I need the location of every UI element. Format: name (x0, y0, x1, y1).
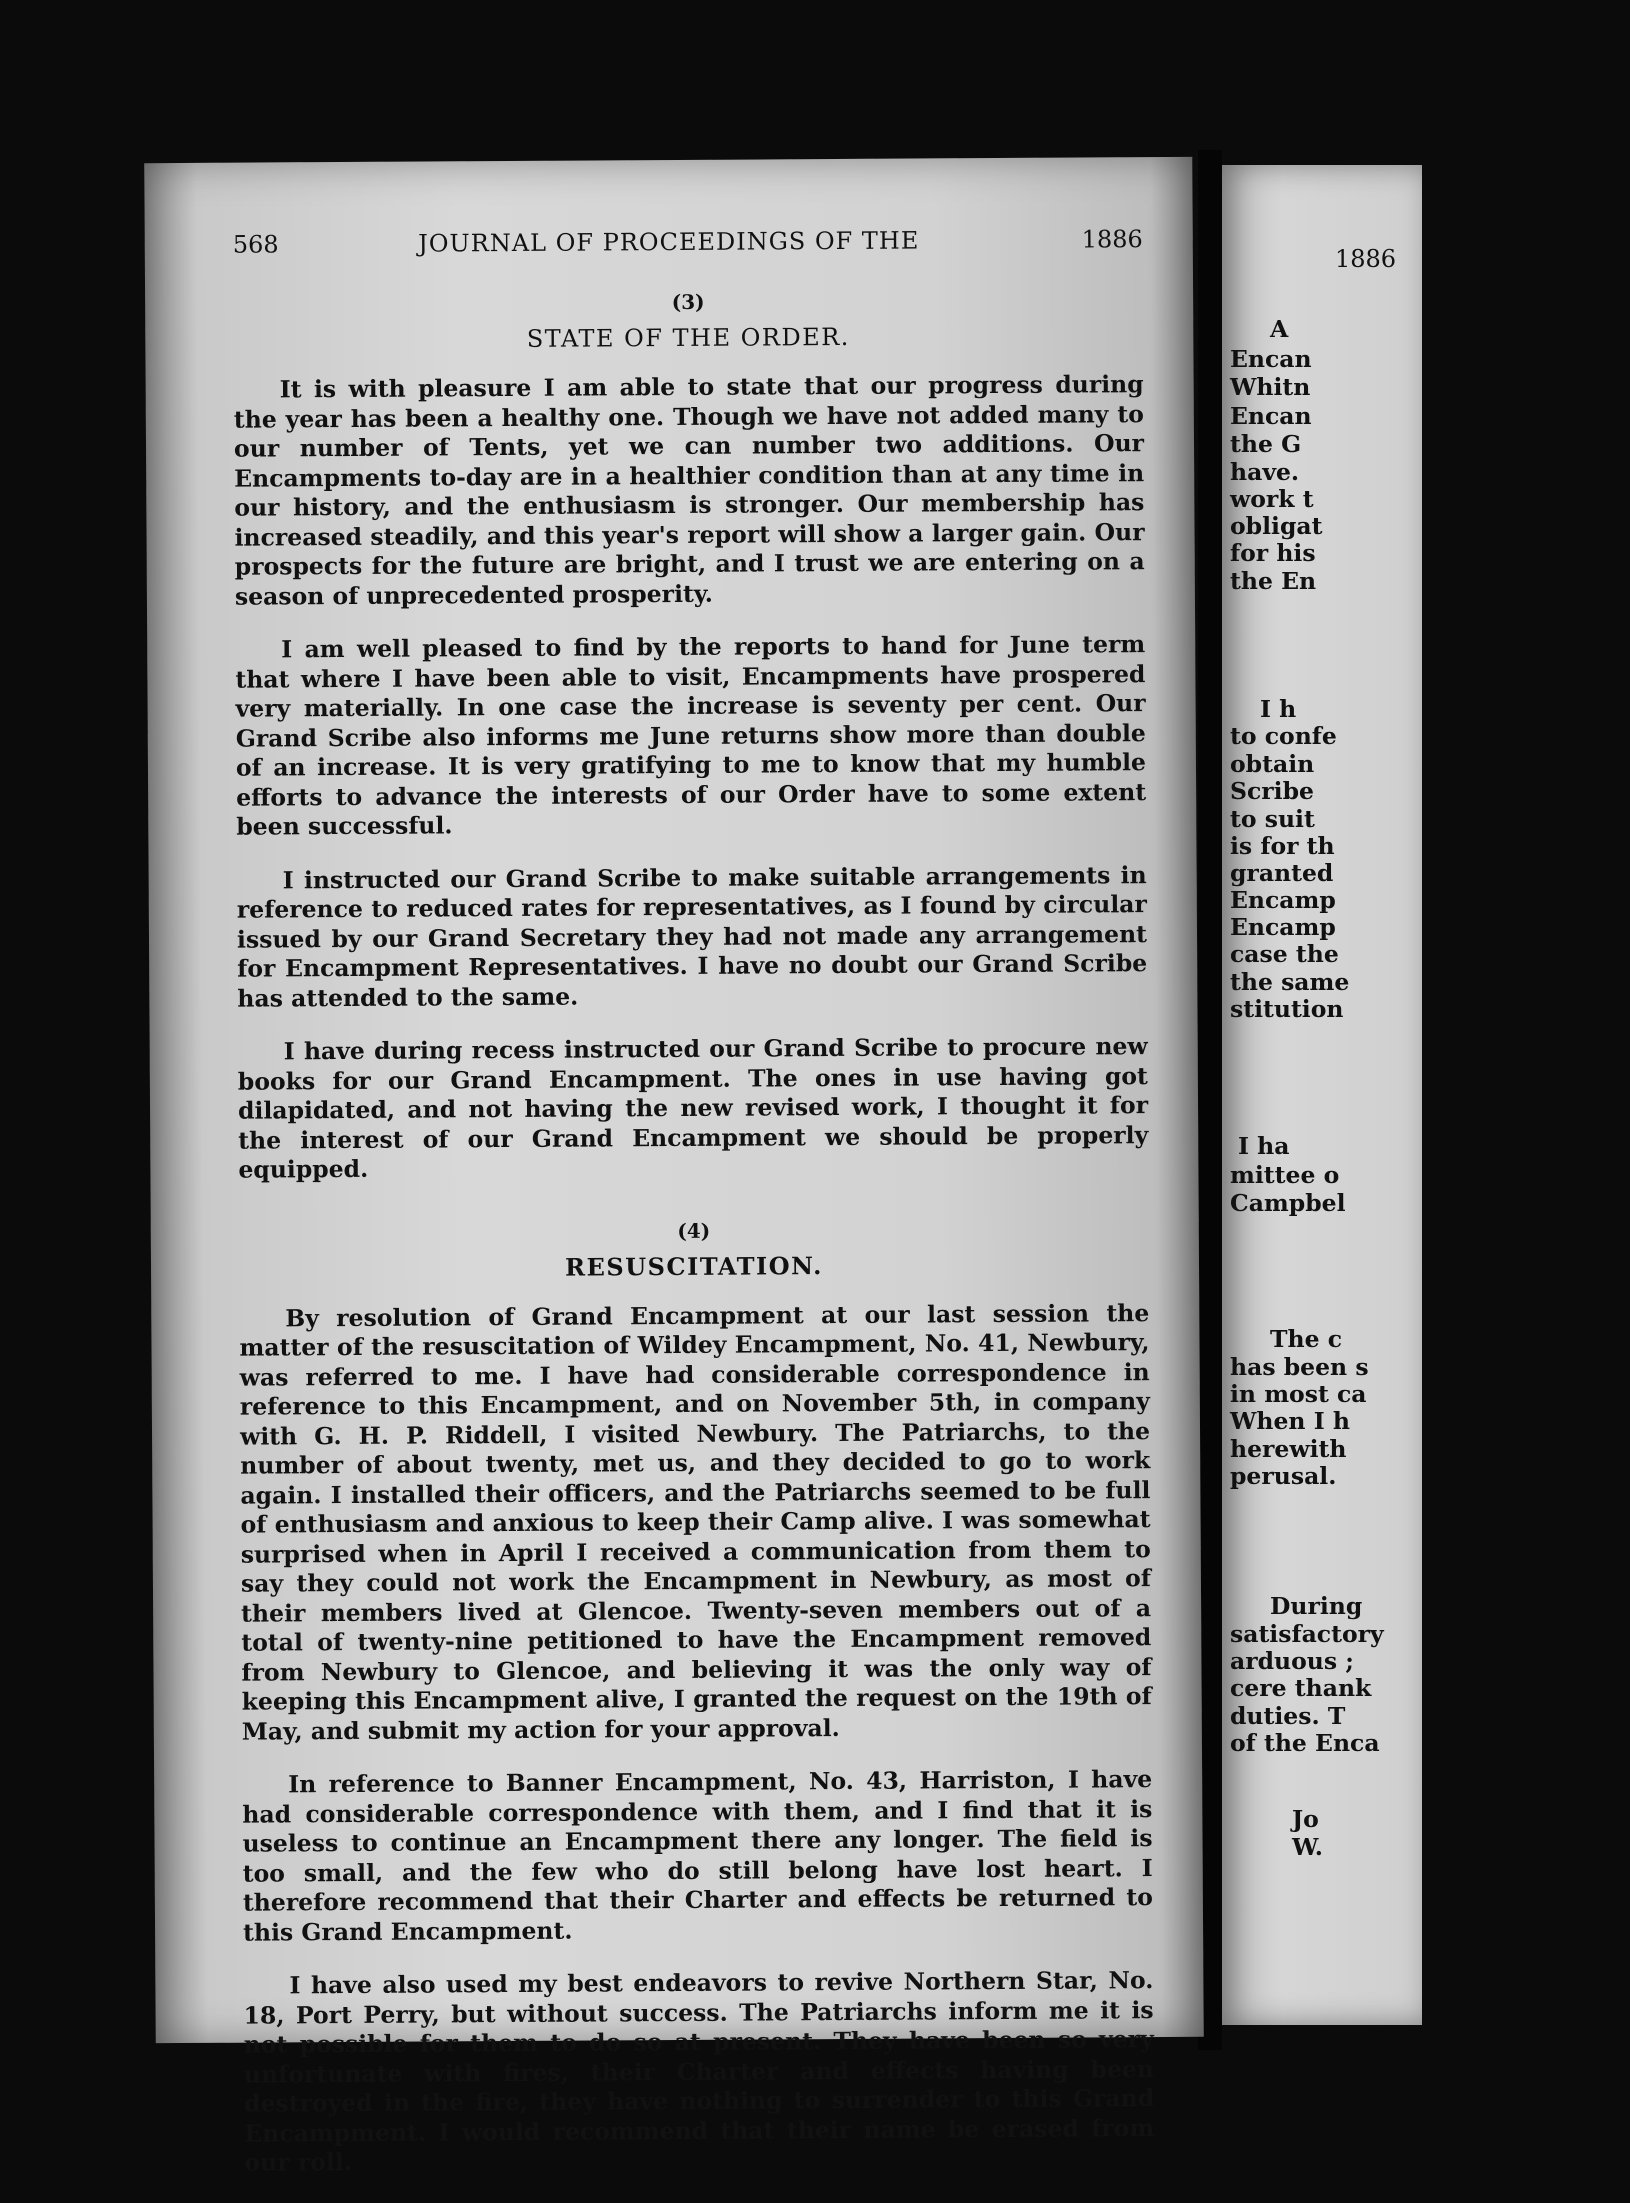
facing-page-line: obligat (1230, 512, 1323, 540)
section-state-of-the-order (233, 285, 1148, 1185)
facing-page-line: obtain (1230, 750, 1315, 778)
facing-page-line: of the Enca (1230, 1729, 1380, 1757)
paragraph: I have during recess instructed our Grand Scribe to procure new books for our Grand Encampment. The ones in use having got dilapidated, and not having the new revised work, I thought it for the interest of our Grand Encampment we should be properly equipped. (237, 1032, 1149, 1184)
facing-page-line: the same (1230, 968, 1350, 996)
facing-page-year: 1886 (1335, 245, 1397, 273)
facing-page-line: Encamp (1230, 886, 1336, 914)
facing-page-line: cere thank (1230, 1674, 1372, 1702)
facing-page-line: in most ca (1230, 1380, 1367, 1408)
facing-page-line: granted (1230, 859, 1334, 887)
facing-page-line: Encan (1230, 402, 1312, 430)
facing-page-line: The c (1270, 1325, 1343, 1353)
header-year: 1886 (1081, 225, 1143, 254)
facing-page-line: During (1270, 1592, 1363, 1620)
facing-page-line: stitution (1230, 995, 1344, 1023)
facing-page-line: the G (1230, 430, 1302, 458)
facing-page-line: Encan (1230, 345, 1312, 373)
document-page (144, 157, 1203, 2177)
facing-page-line: perusal. (1230, 1462, 1337, 1490)
facing-page-line: arduous ; (1230, 1647, 1354, 1675)
page-header (145, 225, 1193, 271)
facing-page-fragment (1222, 165, 1422, 2025)
facing-page-line: Whitn (1230, 373, 1311, 401)
facing-page-line: is for th (1230, 832, 1335, 860)
facing-page-line: satisfactory (1230, 1620, 1384, 1648)
facing-page-line: herewith (1230, 1435, 1347, 1463)
page-content (233, 285, 1155, 2202)
facing-page-line: When I h (1230, 1407, 1350, 1435)
paragraph: By resolution of Grand Encampment at our last session the matter of the resuscitation of Wildey Encampment, No. 41, Newbury, was referred to me. I have had considerable correspondence in reference to this Encampment, and on November 5th, in company with G. H. P. Riddell, I visited Newbury. The Patriarchs, to the number of about twenty, met us, and they decided to go to work again. I installed their officers, and the Patriarchs seemed to be full of enthusiasm and anxious to keep their Camp alive. I was somewhat surprised when in April I received a communication from them to say they could not work the Encampment in Newbury, as most of their members lived at Glencoe. Twenty-seven members out of a total of twenty-nine petitioned to have the Encampment removed from Newbury to Glencoe, and believing it was the only way of keeping this Encampment alive, I granted the request on the 19th of May, and submit my action for your approval. (239, 1298, 1152, 1746)
facing-page-line: to confe (1230, 722, 1337, 750)
section-title: STATE OF THE ORDER. (526, 322, 850, 353)
page-number: 568 (232, 230, 279, 259)
facing-page-line: Scribe (1230, 777, 1314, 805)
facing-page-line: work t (1230, 485, 1314, 513)
facing-page-line: to suit (1230, 805, 1315, 833)
paragraph: I instructed our Grand Scribe to make suitable arrangements in reference to reduced rates for representatives, as I found by circular issued by our Grand Secretary they had not made any arrangement for Encampment Representatives. I have no doubt our Grand Scribe has attended to the same. (236, 860, 1148, 1013)
section-number: (4) (677, 1218, 711, 1243)
section-resuscitation (239, 1214, 1155, 2179)
section-number: (3) (671, 289, 705, 314)
paragraph: I am well pleased to find by the reports to hand for June term that where I have been able to visit, Encampments have prospered very materially. In one case the increase is seventy per cent. Our Grand Scribe also informs me June returns show more than double of an increase. It is very gratifying to me to know that my humble efforts to advance the interests of our Order have to some extent been successful. (235, 630, 1147, 841)
facing-page-line: for his (1230, 539, 1316, 567)
facing-page-line: I ha (1238, 1132, 1290, 1160)
facing-page-line: Campbel (1230, 1189, 1346, 1217)
facing-page-line: A (1270, 315, 1289, 343)
facing-page-line: W. (1292, 1833, 1323, 1861)
facing-page-line: Encamp (1230, 913, 1336, 941)
running-title: JOURNAL OF PROCEEDINGS OF THE (418, 226, 920, 258)
facing-page-line: has been s (1230, 1353, 1369, 1381)
facing-page-line: have. (1230, 458, 1300, 486)
section-title: RESUSCITATION. (565, 1251, 823, 1282)
paragraph: I have also used my best endeavors to revive Northern Star, No. 18, Port Perry, but without success. The Patriarchs inform me it is not possible for them to do so at present. They have been so very unfortunate with fires, their Charter and effects having been destroyed in the fire, they have nothing to surrender to this Grand Encampment. I would recommend that their name be erased from our roll. (243, 1966, 1155, 2177)
facing-page-line: duties. T (1230, 1702, 1346, 1730)
facing-page-line: mittee o (1230, 1161, 1340, 1189)
facing-page-line: case the (1230, 940, 1339, 968)
paragraph: In reference to Banner Encampment, No. 43, Harriston, I have had considerable correspondence with them, and I find that it is useless to continue an Encampment there any longer. The field is too small, and the few who do still belong have lost heart. I therefore recommend that their Charter and effects be returned to this Grand Encampment. (242, 1765, 1153, 1947)
facing-page-line: I h (1260, 695, 1297, 723)
facing-page-line: Jo (1292, 1805, 1319, 1833)
facing-page-line: the En (1230, 567, 1317, 595)
paragraph: It is with pleasure I am able to state that our progress during the year has been a healthy one. Though we have not added many to our number of Tents, yet we can number two additions. Our Encampments to-day are in a healthier condition than at any time in our history, and the enthusiasm is stronger. Our membership has increased steadily, and this year's report will show a larger gain. Our prospects for the future are bright, and I trust we are entering on a season of unprecedented prosperity. (233, 370, 1145, 611)
